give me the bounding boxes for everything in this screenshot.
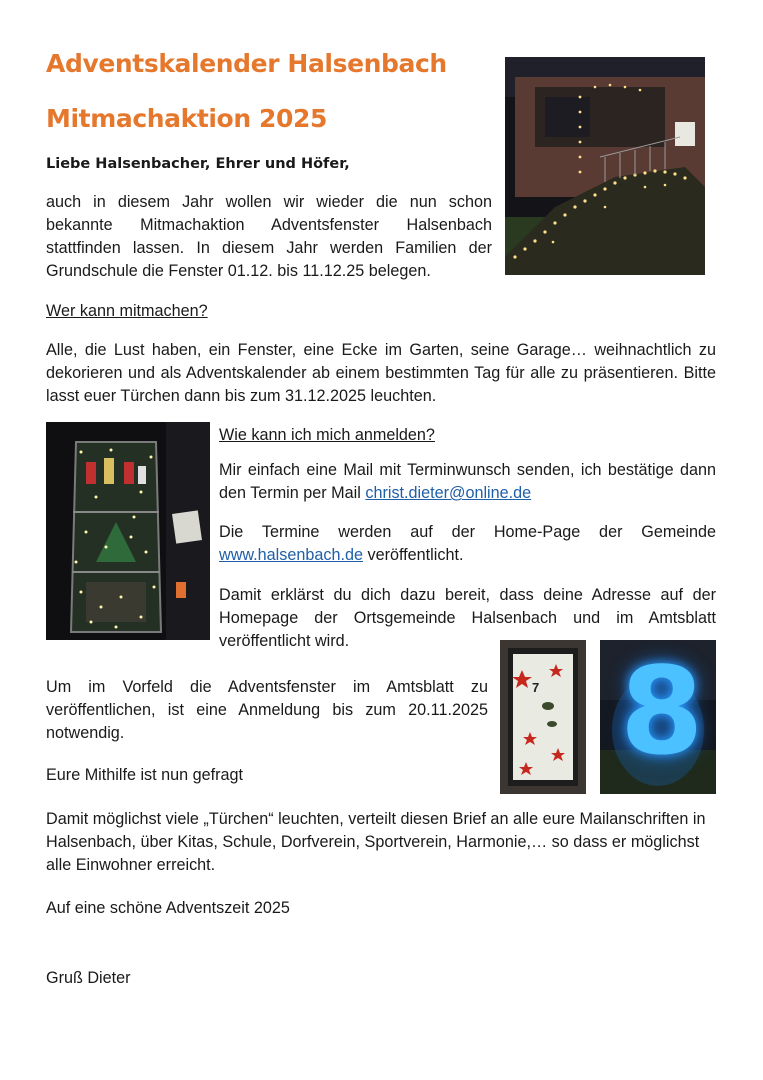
intro-paragraph: auch in diesem Jahr wollen wir wieder die nun schon bekannte Mitmachaktion Adventsfenster Halsenbach stattfinden lassen. In diesem Jahr werden Familien der Grundschule die Fenster 01.12. bis 11.12.25 belegen. (46, 193, 492, 280)
lit-number: 8 (620, 643, 704, 782)
photo-lit-eight (600, 640, 716, 794)
register-paragraph-1 (219, 459, 716, 505)
share-paragraph: Damit möglichst viele „Türchen“ leuchten, verteilt diesen Brief an alle eure Mailanschriften in Halsenbach, über Kitas, Schule, Dorfverein, Sportverein, Harmonie,… so dass er möglichst alle Einwohner erreicht. (46, 810, 706, 874)
section-heading-register: Wie kann ich mich anmelden? (219, 426, 435, 444)
photo-window-seven (500, 640, 586, 794)
section-heading-who: Wer kann mitmachen? (46, 302, 208, 320)
register-text-1: Mir einfach eine Mail mit Terminwunsch senden, ich bestätige dann den Termin per Mail (219, 461, 716, 502)
photo-glass-cabinet (46, 422, 210, 640)
register-text-2-suffix: veröffentlicht. (362, 546, 464, 564)
title-line-2: Mitmachaktion 2025 (46, 104, 328, 133)
closing-line: Auf eine schöne Adventszeit 2025 (46, 899, 290, 917)
help-line: Eure Mithilfe ist nun gefragt (46, 766, 244, 784)
section-who-paragraph: Alle, die Lust haben, ein Fenster, eine Ecke im Garten, seine Garage… weihnachtlich zu dekorieren und als Adventskalender ab einem bestimmten Tag für alle zu präsentieren. Bitte lasst euer Türchen dann bis zum 31.12.2025 leuchten. (46, 341, 716, 405)
register-text-2: Die Termine werden auf der Home-Page der Gemeinde (219, 523, 716, 541)
email-link[interactable]: christ.dieter@online.de (365, 484, 532, 502)
deadline-paragraph: Um im Vorfeld die Adventsfenster im Amtsblatt zu veröffentlichen, ist eine Anmeldung bis zum 20.11.2025 notwendig. (46, 678, 488, 742)
title-line-1: Adventskalender Halsenbach (46, 49, 447, 78)
signature: Gruß Dieter (46, 969, 131, 987)
website-link[interactable]: www.halsenbach.de (219, 546, 363, 564)
register-paragraph-3: Damit erklärst du dich dazu bereit, dass deine Adresse auf der Homepage der Ortsgemeinde Halsenbach und im Amtsblatt veröffentlicht wird. (219, 586, 716, 650)
window-number: 7 (532, 680, 540, 695)
greeting: Liebe Halsenbacher, Ehrer und Höfer, (46, 156, 350, 172)
photo-house-lights (505, 57, 705, 275)
register-paragraph-2 (219, 521, 716, 567)
